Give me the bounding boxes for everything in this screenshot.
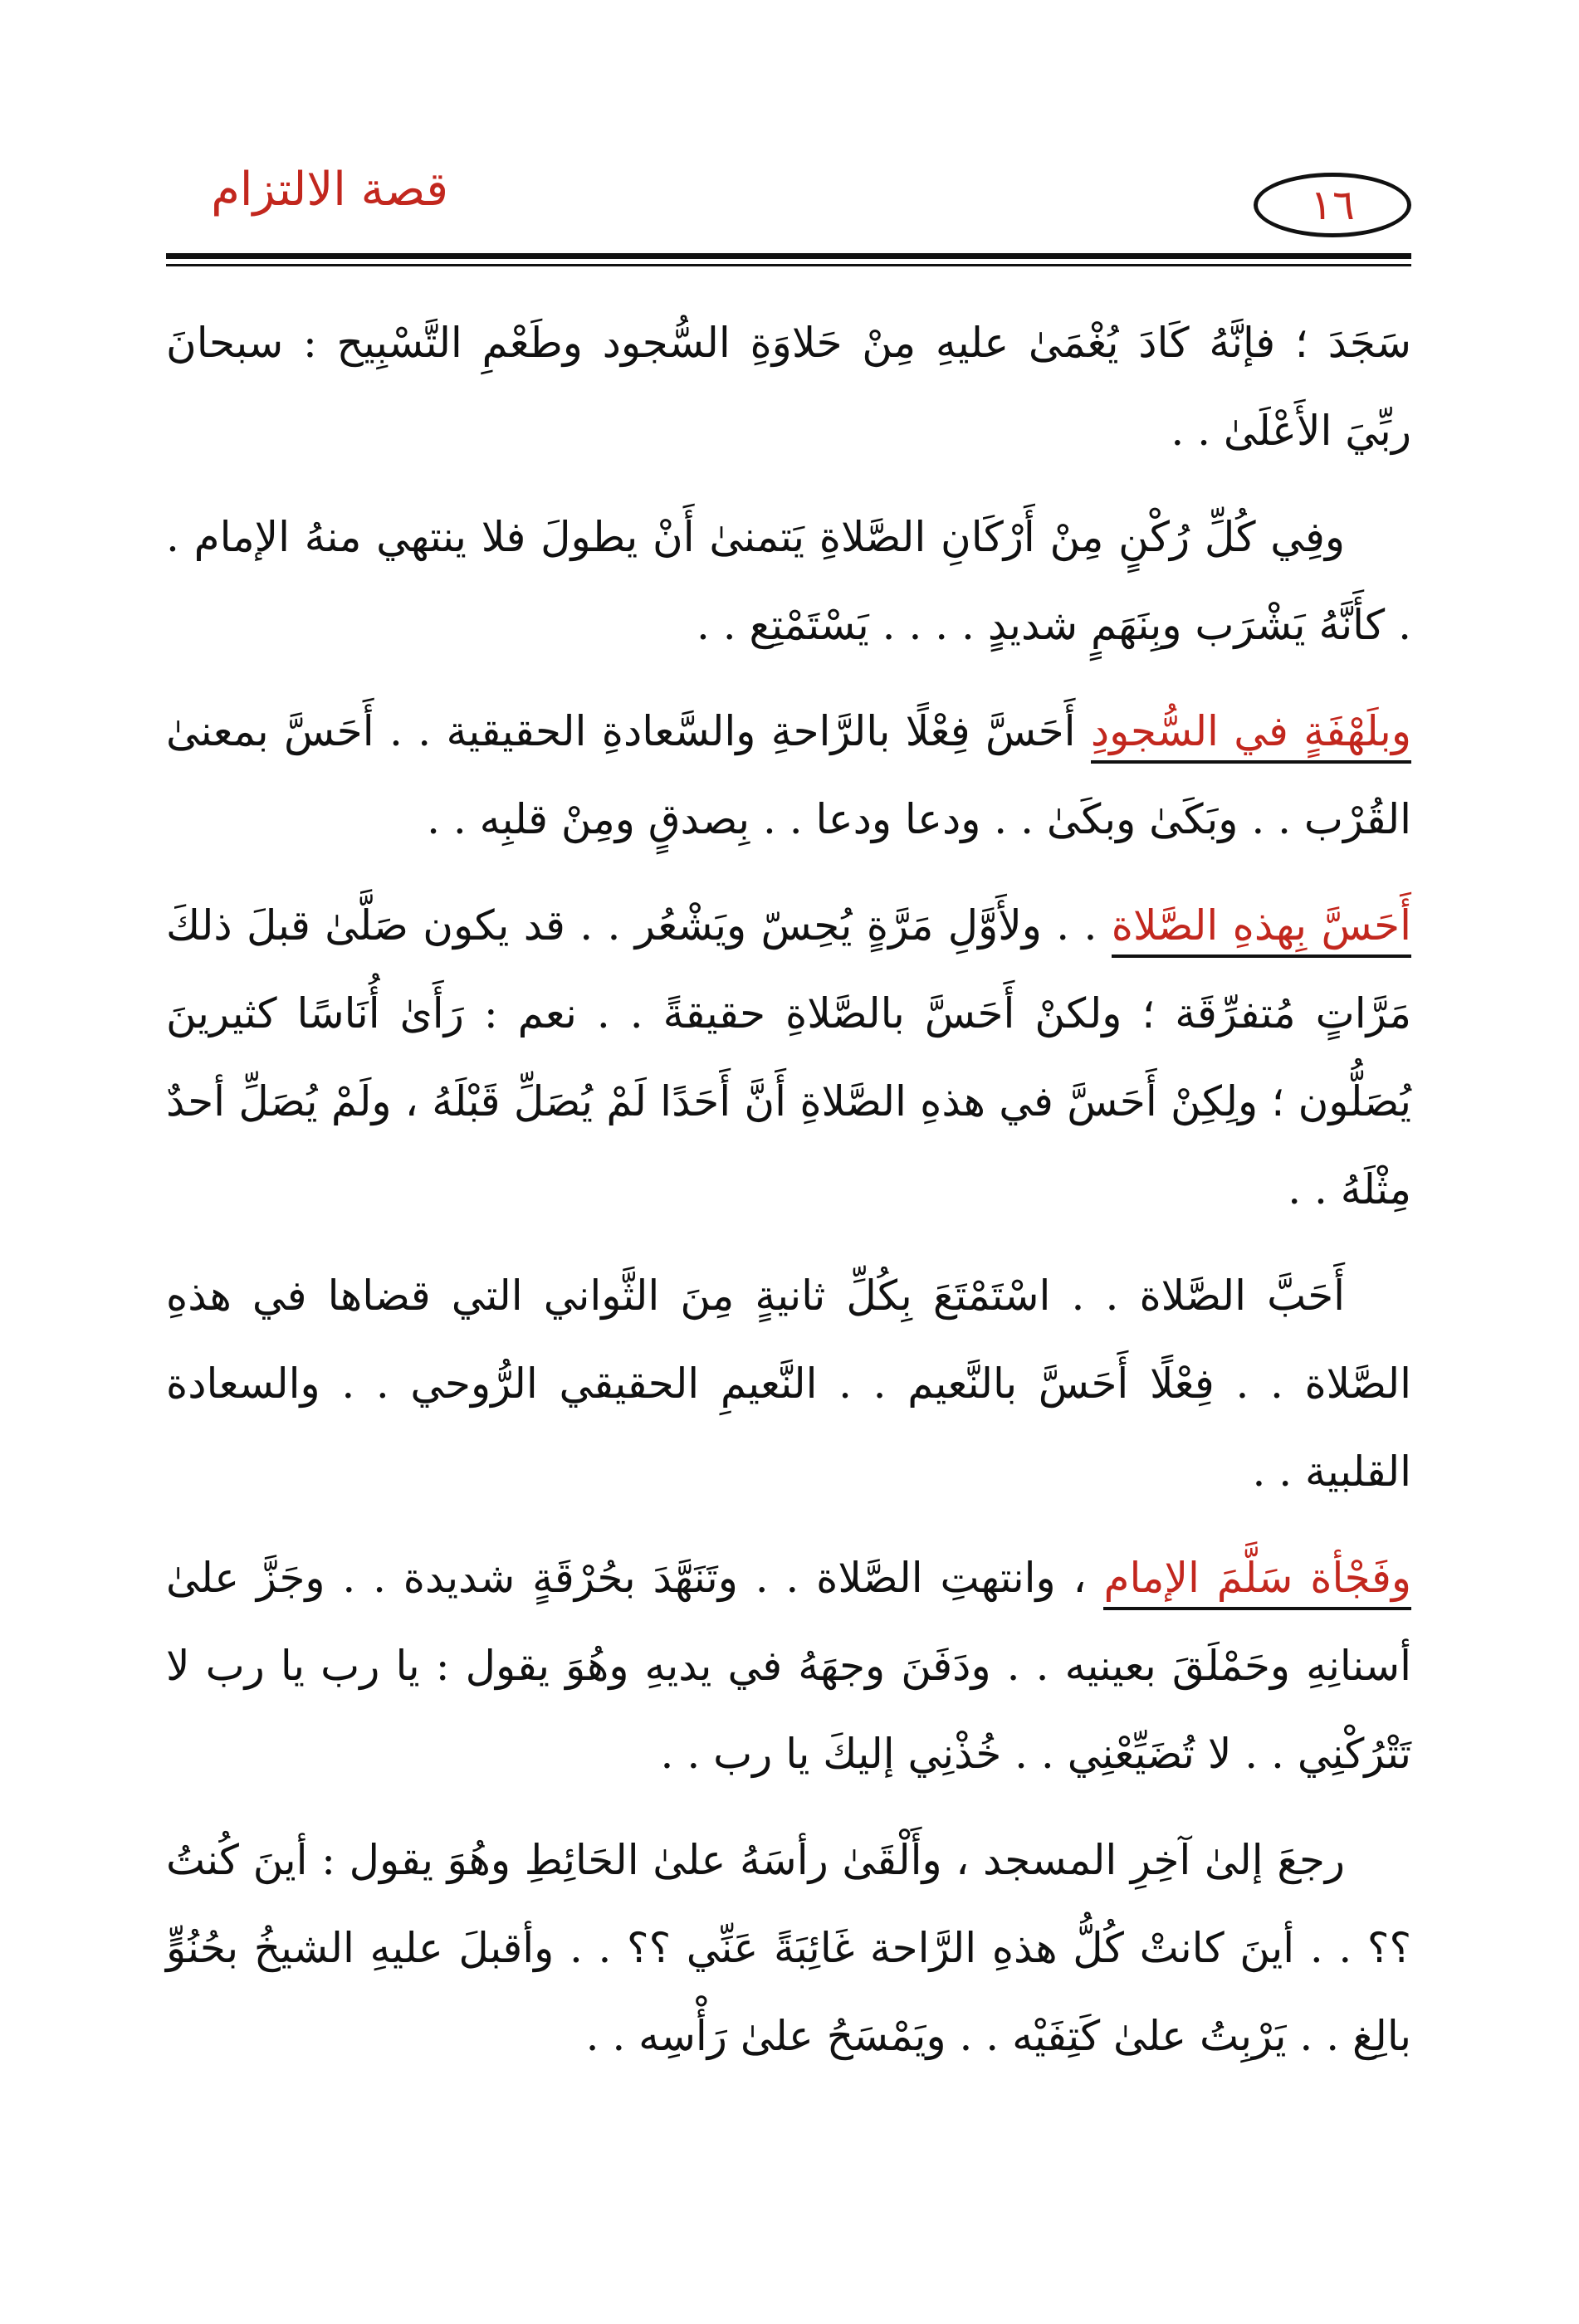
- paragraph-2: [166, 493, 1411, 669]
- book-title: قصة الالتزام: [211, 163, 448, 217]
- paragraph-text: أَحَبَّ الصَّلاة . . اسْتَمْتَعَ بِكُلِّ ثانيةٍ مِنَ الثَّواني التي قضاها في هذهِ الصَّلاة . . فِعْلًا أَحَسَّ بالنَّعيم . . النَّعيمِ الحقيقي الرُّوحي . . والسعادة القلبية . .: [166, 1272, 1411, 1496]
- paragraph-text: أَحَسَّ فِعْلًا بالرَّاحةِ والسَّعادةِ الحقيقية . . أَحَسَّ بمعنىٰ القُرْب . . وبَكَىٰ وبكَىٰ . . ودعا ودعا . . بِصدقٍ ومِنْ قلبِه . .: [166, 707, 1411, 843]
- paragraph-7: [166, 1816, 1411, 2080]
- highlighted-phrase: وفَجْأة سَلَّمَ الإمام: [1103, 1554, 1411, 1610]
- paragraph-text: وفِي كُلِّ رُكْنٍ مِنْ أَرْكَانِ الصَّلاةِ يَتمنىٰ أَنْ يطولَ فلا ينتهي منهُ الإمام . . كأَنَّهُ يَشْرَب وبِنَهَمٍ شديدٍ . . . . يَسْتَمْتِع . .: [166, 513, 1411, 649]
- paragraph-5: [166, 1252, 1411, 1516]
- page-number: ١٦: [1310, 181, 1355, 229]
- header-rule-thick: [166, 253, 1411, 259]
- paragraph-text: ، وانتهتِ الصَّلاة . . وتَنَهَّدَ بحُرْقَةٍ شديدة . . وجَزَّ علىٰ أسنانِهِ وحَمْلَقَ بعينيه . . ودَفَنَ وجهَهُ في يديهِ وهُوَ يقول : يا رب يا رب لا تَتْرُكْنِي . . لا تُضَيِّعْنِي . . خُذْنِي إليكَ يا رب . .: [166, 1554, 1411, 1778]
- header-rule-thin: [166, 264, 1411, 266]
- paragraph-text: سَجَدَ ؛ فإنَّهُ كَادَ يُغْمَىٰ عليهِ مِنْ حَلاوَةِ السُّجود وطَعْمِ التَّسْبِيح : سبحانَ ربِّيَ الأَعْلَىٰ . .: [166, 319, 1411, 455]
- paragraph-3: [166, 687, 1411, 863]
- paragraph-text: . . ولأَوَّلِ مَرَّةٍ يُحِسّ ويَشْعُر . . قد يكون صَلَّىٰ قبلَ ذلكَ مَرَّاتٍ مُتفرِّقَة ؛ ولكنْ أَحَسَّ بالصَّلاةِ حقيقةً . . نعم : رَأَىٰ أُنَاسًا كثيرينَ يُصَلُّون ؛ ولِكِنْ أَحَسَّ في هذهِ الصَّلاةِ أَنَّ أَحَدًا لَمْ يُصَلِّ قَبْلَهُ ، ولَمْ يُصَلِّ أحدٌ مِثْلَهُ . .: [166, 901, 1411, 1213]
- page-number-badge: [1254, 173, 1411, 237]
- paragraph-text: رجعَ إلىٰ آخِرِ المسجد ، وأَلْقَىٰ رأسَهُ علىٰ الحَائِطِ وهُوَ يقول : أينَ كُنتُ ؟؟ . . أينَ كانتْ كُلُّ هذهِ الرَّاحة غَائِبَةً عَنِّي ؟؟ . . وأقبلَ عليهِ الشيخُ بحُنُوٍّ بالِغ . . يَرْبِتُ علىٰ كَتِفَيْه . . ويَمْسَحُ علىٰ رَأْسِه . .: [166, 1836, 1411, 2060]
- body-text: [166, 299, 1411, 2098]
- highlighted-phrase: وبلَهْفَةٍ في السُّجودِ: [1091, 707, 1411, 764]
- paragraph-1: [166, 299, 1411, 475]
- paragraph-6: [166, 1534, 1411, 1798]
- highlighted-phrase: أَحَسَّ بِهذهِ الصَّلاة: [1112, 901, 1411, 958]
- page-header: [166, 148, 1411, 247]
- paragraph-4: [166, 881, 1411, 1233]
